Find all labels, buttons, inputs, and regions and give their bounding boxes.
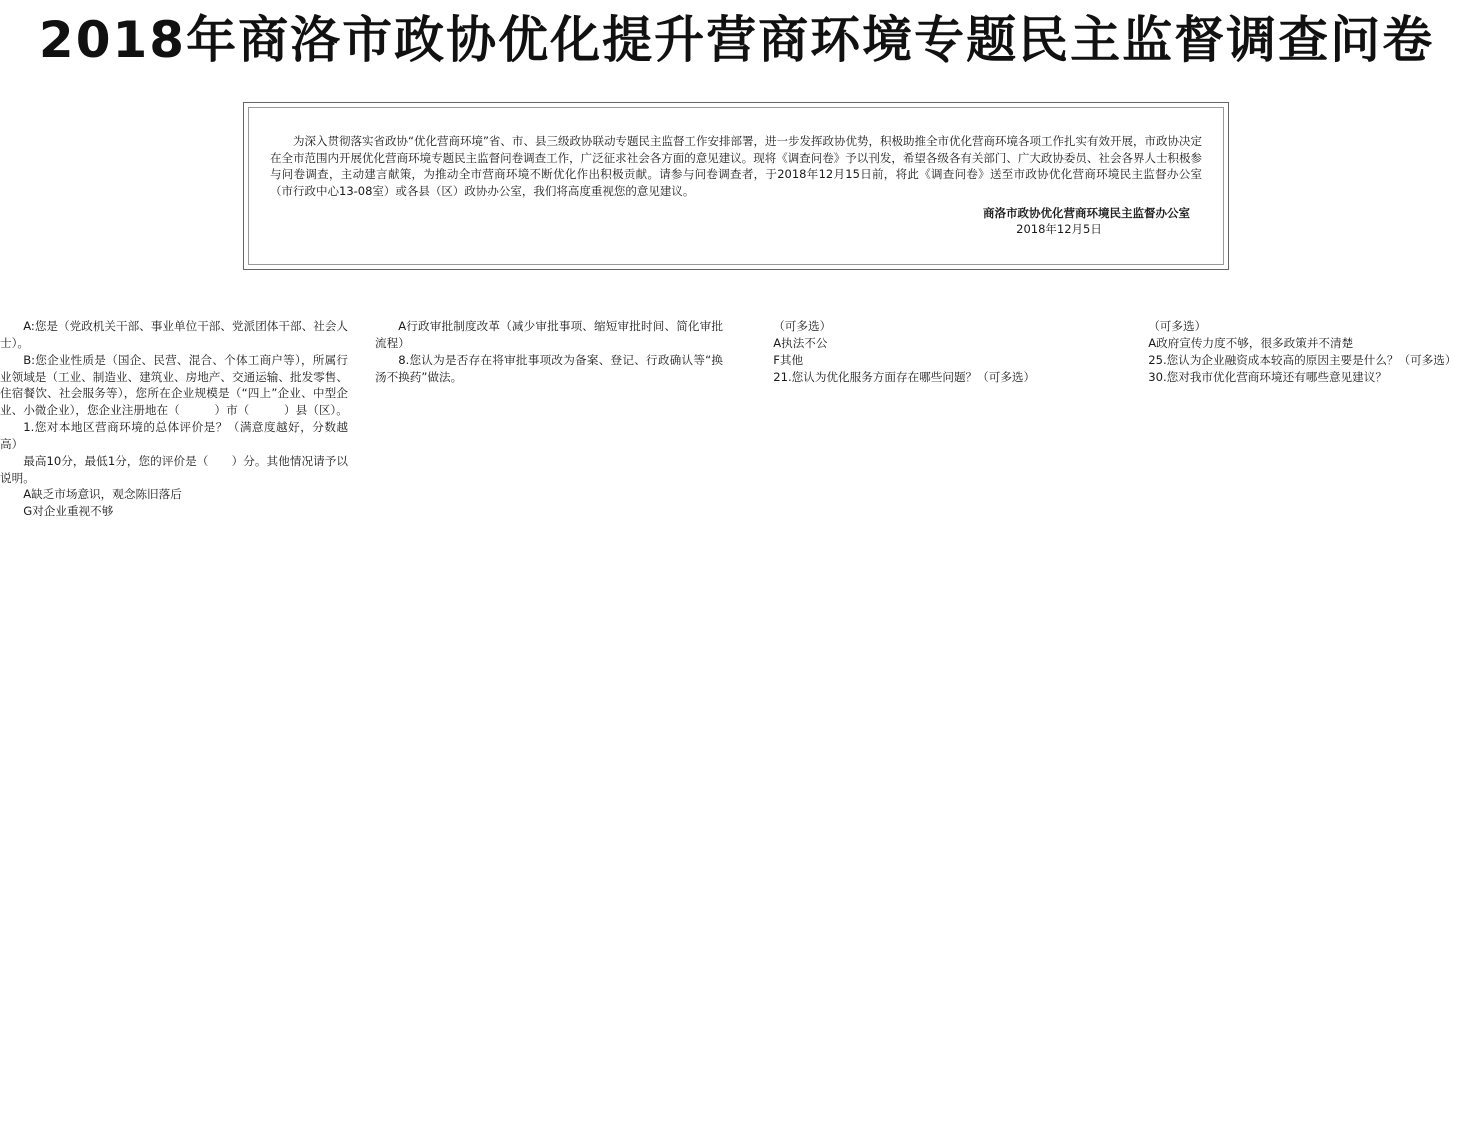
paragraph: （可多选）	[773, 319, 832, 333]
page-title: 2018年商洛市政协优化提升营商环境专题民主监督调查问卷	[38, 11, 1435, 69]
notice-box	[243, 102, 1229, 270]
paragraph: 1.您对本地区营商环境的总体评价是？（满意度越好，分数越高）	[0, 420, 348, 451]
notice-date: 2018年12月5日	[1016, 222, 1102, 236]
paragraph: 30.您对我市优化营商环境还有哪些意见建议？	[1148, 369, 1387, 384]
column-3	[750, 318, 1098, 1147]
paragraph: 25.您认为企业融资成本较高的原因主要是什么？（可多选）	[1148, 352, 1457, 367]
paragraph: A行政审批制度改革（减少审批事项、缩短审批时间、简化审批流程）	[375, 319, 723, 350]
paragraph: 最高10分，最低1分，您的评价是（ ）分。其他情况请予以说明。	[0, 453, 348, 485]
paragraph: A执法不公	[773, 335, 828, 350]
paragraph: （可多选）	[1148, 319, 1207, 333]
column-1	[0, 318, 348, 1147]
paragraph: A缺乏市场意识，观念陈旧落后	[23, 487, 182, 502]
paragraph: 8.您认为是否存在将审批事项改为备案、登记、行政确认等“换汤不换药”做法。	[375, 352, 723, 384]
paragraph: G对企业重视不够	[23, 504, 114, 519]
column-2	[375, 318, 723, 1147]
paragraph: A:您是（党政机关干部、事业单位干部、党派团体干部、社会人士）。	[0, 319, 348, 350]
notice-text: 为深入贯彻落实省政协“优化营商环境”省、市、县三级政协联动专题民主监督工作安排部署，进一步发挥政协优势，积极助推全市优化营商环境各项工作扎实有效开展，市政协决定在全市范围内开展优化营商环境专题民主监督问卷调查工作，广泛征求社会各方面的意见建议。现将《调查问卷》予以刊发，希望各级各有关部门、广大政协委员、社会各界人士积极参与问卷调查，主动建言献策，为推动全市营商环境不断优化作出积极贡献。请参与问卷调查者，于2018年12月15日前，将此《调查问卷》送至市政协优化营商环境民主监督办公室（市行政中心13-08室）或各县（区）政协办公室，我们将高度重视您的意见建议。	[270, 134, 1202, 198]
paragraph: A政府宣传力度不够，很多政策并不清楚	[1148, 335, 1354, 350]
paragraph: F其他	[773, 352, 804, 367]
paragraph: B:您企业性质是（国企、民营、混合、个体工商户等），所属行业领域是（工业、制造业、建筑业、房地产、交通运输、批发零售、住宿餐饮、社会服务等），您所在企业规模是（“四上”企业、中型企业、小微企业），您企业注册地在（ ）市（ ）县（区）。	[0, 352, 348, 418]
notice-signature: 商洛市政协优化营商环境民主监督办公室	[983, 206, 1190, 220]
paragraph: 21.您认为优化服务方面存在哪些问题？（可多选）	[773, 369, 1036, 384]
column-4	[1125, 318, 1473, 1147]
